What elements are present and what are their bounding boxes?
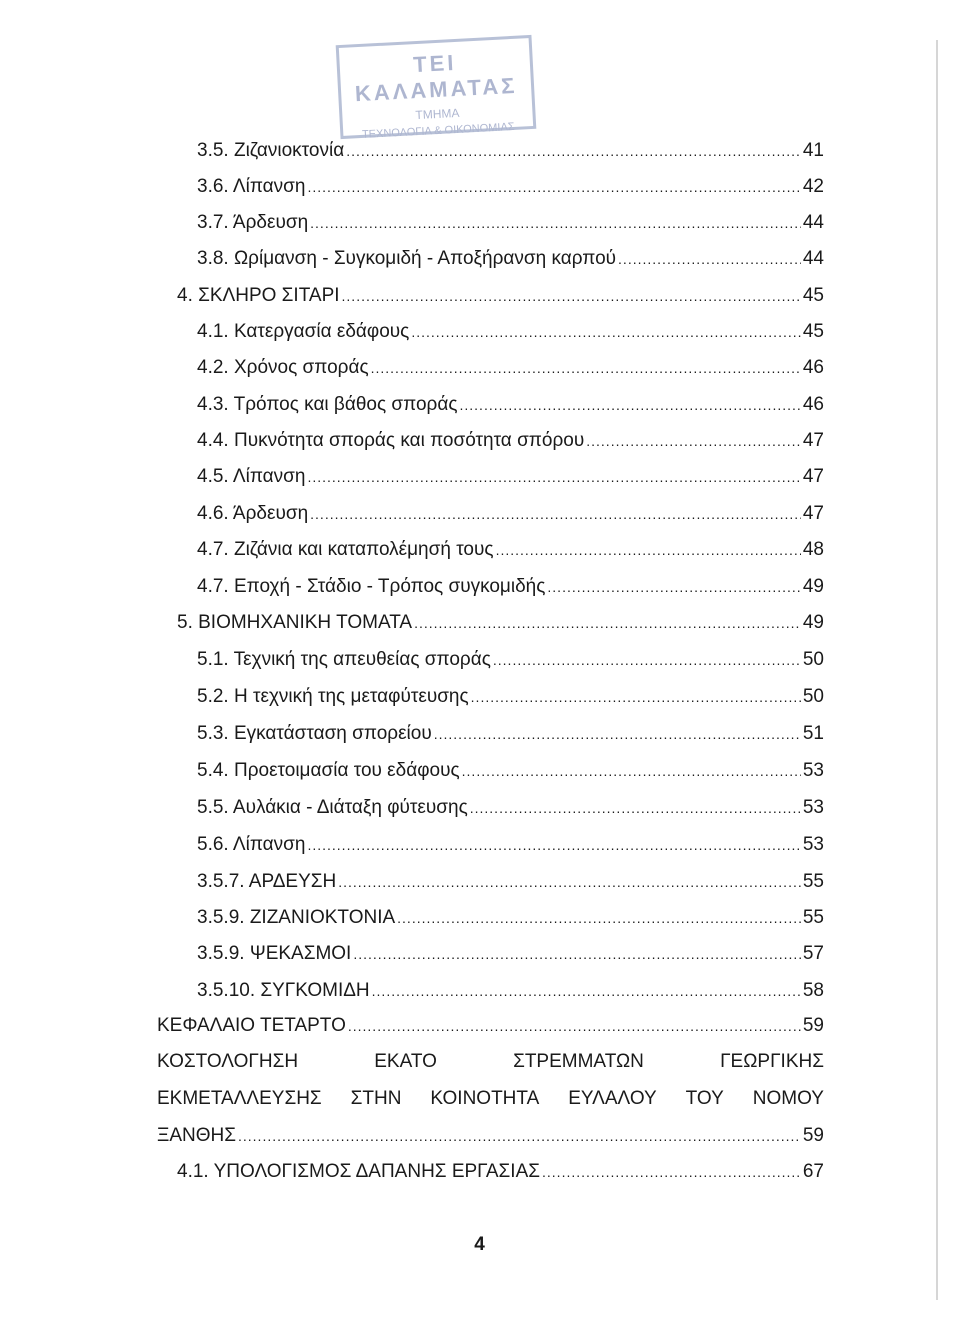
toc-entry-page: 53	[802, 834, 824, 855]
toc-leader-dots	[547, 575, 800, 599]
toc-entry-page: 49	[802, 576, 824, 597]
toc-entry-page: 57	[802, 943, 824, 964]
toc-entry-page: 45	[802, 321, 824, 342]
toc-entry-label: 5.5. Αυλάκια - Διάταξη φύτευσης	[197, 797, 468, 818]
toc-entry-page: 51	[802, 723, 824, 744]
toc-entry-page: 48	[802, 539, 824, 560]
toc-entry	[197, 211, 824, 235]
toc-leader-dots	[307, 465, 800, 489]
toc-entry	[197, 906, 824, 930]
toc-entry	[197, 356, 824, 380]
toc-entry-page: 47	[802, 503, 824, 524]
toc-entry	[197, 175, 824, 199]
toc-entry-page: 53	[802, 797, 824, 818]
toc-leader-dots	[618, 247, 801, 271]
toc-entry-page: 53	[802, 760, 824, 781]
toc-entry-label: 5.6. Λίπανση	[197, 834, 306, 855]
chapter-title-line-2	[157, 1087, 824, 1111]
toc-entry	[197, 393, 824, 417]
toc-entry	[157, 1124, 824, 1148]
toc-leader-dots	[353, 942, 801, 966]
toc-leader-dots	[338, 870, 801, 894]
toc-entry	[197, 320, 824, 344]
toc-entry-page: 58	[802, 980, 824, 1001]
toc-entry-page: 47	[802, 466, 824, 487]
chapter-title-word: ΕΚΑΤΟ	[374, 1051, 437, 1072]
toc-entry-label: ΚΕΦΑΛΑΙΟ ΤΕΤΑΡΤΟ	[157, 1015, 346, 1036]
toc-leader-dots	[470, 796, 801, 820]
toc-entry	[197, 575, 824, 599]
toc-leader-dots	[307, 833, 800, 857]
toc-entry-label: 4.1. Κατεργασία εδάφους	[197, 321, 410, 342]
toc-entry-label: 4. ΣΚΛΗΡΟ ΣΙΤΑΡΙ	[177, 285, 340, 306]
toc-leader-dots	[397, 906, 801, 930]
toc-entry-label: 3.5. Ζιζανιοκτονία	[197, 140, 345, 161]
toc-entry	[197, 759, 824, 783]
toc-entry	[197, 648, 824, 672]
toc-leader-dots	[348, 1014, 801, 1038]
toc-leader-dots	[238, 1124, 801, 1148]
toc-entry	[197, 979, 824, 1003]
toc-entry-page: 42	[802, 176, 824, 197]
toc-entry-page: 49	[802, 612, 824, 633]
stamp-line-2: ΤΜΗΜΑ	[415, 105, 460, 123]
toc-entry-label: 5.2. Η τεχνική της μεταφύτευσης	[197, 686, 469, 707]
toc-entry	[157, 1014, 824, 1038]
toc-entry-page: 50	[802, 686, 824, 707]
toc-leader-dots	[462, 759, 801, 783]
toc-entry-label: 3.5.10. ΣΥΓΚΟΜΙΔΗ	[197, 980, 370, 1001]
toc-entry-page: 44	[802, 212, 824, 233]
toc-leader-dots	[460, 393, 801, 417]
library-stamp	[336, 35, 537, 139]
toc-entry-label: 5.1. Τεχνική της απευθείας σποράς	[197, 649, 491, 670]
toc-entry-label: 3.8. Ωρίμανση - Συγκομιδή - Αποξήρανση καρπού	[197, 248, 617, 269]
chapter-title-word: ΝΟΜΟΥ	[752, 1088, 824, 1109]
toc-entry-label: ΞΑΝΘΗΣ	[157, 1125, 236, 1146]
chapter-title-word: ΣΤΗΝ	[350, 1088, 402, 1109]
toc-leader-dots	[372, 979, 801, 1003]
toc-entry-label: 3.5.9. ΨΕΚΑΣΜΟΙ	[197, 943, 352, 964]
toc-leader-dots	[542, 1160, 801, 1184]
toc-entry-page: 47	[802, 430, 824, 451]
toc-leader-dots	[411, 320, 801, 344]
toc-leader-dots	[371, 356, 801, 380]
toc-entry	[177, 1160, 824, 1184]
toc-entry-page: 46	[802, 357, 824, 378]
toc-entry-label: 4.1. ΥΠΟΛΟΓΙΣΜΟΣ ΔΑΠΑΝΗΣ ΕΡΓΑΣΙΑΣ	[177, 1161, 541, 1182]
toc-entry	[197, 833, 824, 857]
toc-entry-page: 59	[802, 1015, 824, 1036]
chapter-title-word: ΚΟΣΤΟΛΟΓΗΣΗ	[157, 1051, 299, 1072]
chapter-title-word: ΕΚΜΕΤΑΛΛΕΥΣΗΣ	[157, 1088, 322, 1109]
toc-entry	[197, 429, 824, 453]
toc-entry	[177, 611, 824, 635]
toc-entry	[177, 284, 824, 308]
toc-entry-label: 4.4. Πυκνότητα σποράς και ποσότητα σπόρου	[197, 430, 585, 451]
toc-entry-label: 3.5.7. ΑΡΔΕΥΣΗ	[197, 871, 337, 892]
toc-entry	[197, 247, 824, 271]
chapter-title-word: ΣΤΡΕΜΜΑΤΩΝ	[513, 1051, 644, 1072]
chapter-title-word: ΤΟΥ	[685, 1088, 724, 1109]
chapter-title-word: ΕΥΛΑΛΟΥ	[568, 1088, 657, 1109]
toc-entry	[197, 942, 824, 966]
toc-entry-label: 3.5.9. ΖΙΖΑΝΙΟΚΤΟΝΙΑ	[197, 907, 396, 928]
chapter-title-line-1	[157, 1050, 824, 1074]
toc-entry	[197, 870, 824, 894]
toc-entry-label: 5.4. Προετοιμασία του εδάφους	[197, 760, 460, 781]
toc-leader-dots	[310, 211, 801, 235]
toc-entry-label: 4.7. Εποχή - Στάδιο - Τρόπος συγκομιδής	[197, 576, 546, 597]
toc-entry	[197, 502, 824, 526]
toc-entry-page: 55	[802, 871, 824, 892]
toc-leader-dots	[496, 538, 801, 562]
toc-leader-dots	[414, 611, 801, 635]
toc-entry-label: 5. ΒΙΟΜΗΧΑΝΙΚΗ ΤΟΜΑΤΑ	[177, 612, 413, 633]
toc-entry-page: 55	[802, 907, 824, 928]
toc-leader-dots	[471, 685, 801, 709]
toc-leader-dots	[307, 175, 800, 199]
toc-entry-page: 45	[802, 285, 824, 306]
toc-entry	[197, 685, 824, 709]
toc-entry	[197, 465, 824, 489]
toc-entry-page: 67	[802, 1161, 824, 1182]
toc-entry-page: 50	[802, 649, 824, 670]
stamp-line-1: ΤΕΙ ΚΑΛΑΜΑΤΑΣ	[354, 49, 518, 107]
toc-leader-dots	[310, 502, 801, 526]
toc-entry-page: 46	[802, 394, 824, 415]
chapter-title-word: ΚΟΙΝΟΤΗΤΑ	[430, 1088, 540, 1109]
toc-entry	[197, 538, 824, 562]
toc-entry-label: 4.3. Τρόπος και βάθος σποράς	[197, 394, 458, 415]
toc-entry-label: 4.2. Χρόνος σποράς	[197, 357, 369, 378]
toc-leader-dots	[493, 648, 801, 672]
toc-leader-dots	[434, 722, 801, 746]
toc-entry-label: 3.7. Άρδευση	[197, 212, 309, 233]
toc-entry-page: 41	[802, 140, 824, 161]
toc-entry-label: 4.6. Άρδευση	[197, 503, 309, 524]
toc-entry	[197, 796, 824, 820]
scan-edge-line	[936, 40, 938, 1300]
chapter-title-word: ΓΕΩΡΓΙΚΗΣ	[720, 1051, 824, 1072]
toc-leader-dots	[342, 284, 801, 308]
toc-entry	[197, 139, 824, 163]
toc-entry-label: 4.5. Λίπανση	[197, 466, 306, 487]
toc-leader-dots	[346, 139, 801, 163]
page-number: 4	[474, 1234, 486, 1255]
toc-entry-page: 44	[802, 248, 824, 269]
stamp-line-3: ΤΕΧΝΟΛΟΓΙΑ & ΟΙΚΟΝΟΜΙΑΣ	[361, 120, 515, 141]
toc-entry	[197, 722, 824, 746]
toc-entry-page: 59	[802, 1125, 824, 1146]
toc-leader-dots	[586, 429, 801, 453]
toc-entry-label: 5.3. Εγκατάσταση σπορείου	[197, 723, 432, 744]
toc-entry-label: 4.7. Ζιζάνια και καταπολέμησή τους	[197, 539, 494, 560]
toc-entry-label: 3.6. Λίπανση	[197, 176, 306, 197]
